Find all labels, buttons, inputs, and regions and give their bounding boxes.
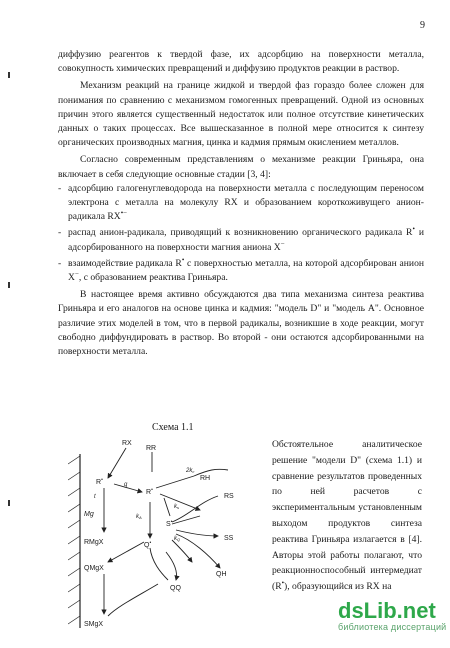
watermark — [338, 598, 446, 632]
species-rs: RS — [224, 493, 234, 500]
scheme-description: Обстоятельное аналитическое решение "модели D" (схема 1.1) и сравнение результатов проведенных по ней расчетов с экспериментальным установленным выходом продуктов синтеза реактива Гриньяра излагается в [4]. Авторы этой работы полагают, что реакционноспособный интермедиат (R•), образующийся из RX на — [272, 439, 422, 593]
paragraph-4: В настоящее время активно обсуждаются два типа механизма синтеза реактива Гриньяра и его аналогов на основе цинка и кадмия: "модель D" и "модель A". Основное различие этих моделей в том, что в первой радикалы, возникшие в ходе реакции, могут свободно диффундировать в раствор. Во второй - они остаются адсорбированными на поверхности металла. — [58, 289, 424, 358]
species-r-adsorbed: R• — [96, 477, 103, 486]
rate-constant-k2: kQ — [174, 536, 181, 542]
species-r-center: R• — [146, 487, 153, 496]
watermark-subtitle: библиотека диссертаций — [338, 622, 447, 632]
bullet-item-1: - адсорбцию галогенуглеводорода на поверхности металла с последующим переносом электрона с металла на молекулу RX и образованием короткоживущего анион-радикала RX•− — [58, 182, 424, 223]
species-ss: SS — [224, 535, 234, 542]
bullet-item-2: - распад анион-радикала, приводящий к возникновению органического радикала R• и адсорбированного на поверхности магния аниона X− — [58, 225, 424, 253]
species-q-radical: Q• — [144, 540, 152, 549]
species-qmgx: QMgX — [84, 565, 104, 572]
paragraph-3: Согласно современным представлениям о механизме реакции Гриньяра, она включает в себя следующие основные стадии [3, 4]: — [58, 154, 424, 180]
bullet-item-3: - взаимодействие радикала R• с поверхностью металла, на которой адсорбирован анион X−, с образованием реактива Гриньяра. — [58, 255, 424, 284]
page-number: 9 — [420, 20, 425, 31]
scheme-title: Схема 1.1 — [152, 422, 194, 433]
margin-mark — [8, 72, 10, 78]
margin-mark — [8, 500, 10, 506]
rate-constant-2kc: 2kc — [186, 468, 195, 474]
reaction-scheme-diagram — [68, 436, 268, 636]
species-rx: RX — [122, 440, 132, 447]
species-rh: RH — [200, 475, 211, 482]
margin-mark — [8, 282, 10, 288]
rate-constant-k: ks — [174, 504, 179, 510]
species-rmgx: RMgX — [84, 539, 104, 546]
paragraph-2: Механизм реакций на границе жидкой и твердой фаз гораздо более сложен для понимания по сравнению с механизмом гомогенных превращений. Одной из основных причин этого является существенный недостаток или полное отсутствие кинетических данных о таких процессах. Все вышесказанное в полной мере относится к синтезу органических производных магния, цинка и кадмия прямым окислением металлов. — [58, 80, 424, 149]
species-qq: QQ — [170, 585, 181, 592]
species-mg: Mg — [84, 511, 94, 518]
species-qh: QH — [216, 571, 227, 578]
body-text — [58, 48, 424, 359]
rate-constant-k1: kA — [136, 514, 142, 520]
paragraph-1: диффузию реагентов к твердой фазе, их адсорбцию на поверхности металла, совокупность химических превращений и диффузию продуктов реакции в раствор. — [58, 49, 424, 75]
species-s-radical: S• — [166, 519, 173, 528]
rate-constant-t: t — [94, 494, 96, 500]
species-smgx: SMgX — [84, 621, 104, 628]
watermark-logo: dsLib.net — [338, 598, 436, 623]
rate-constant-g: g — [124, 482, 128, 488]
species-rr: RR — [146, 445, 157, 452]
metal-surface — [68, 454, 80, 628]
